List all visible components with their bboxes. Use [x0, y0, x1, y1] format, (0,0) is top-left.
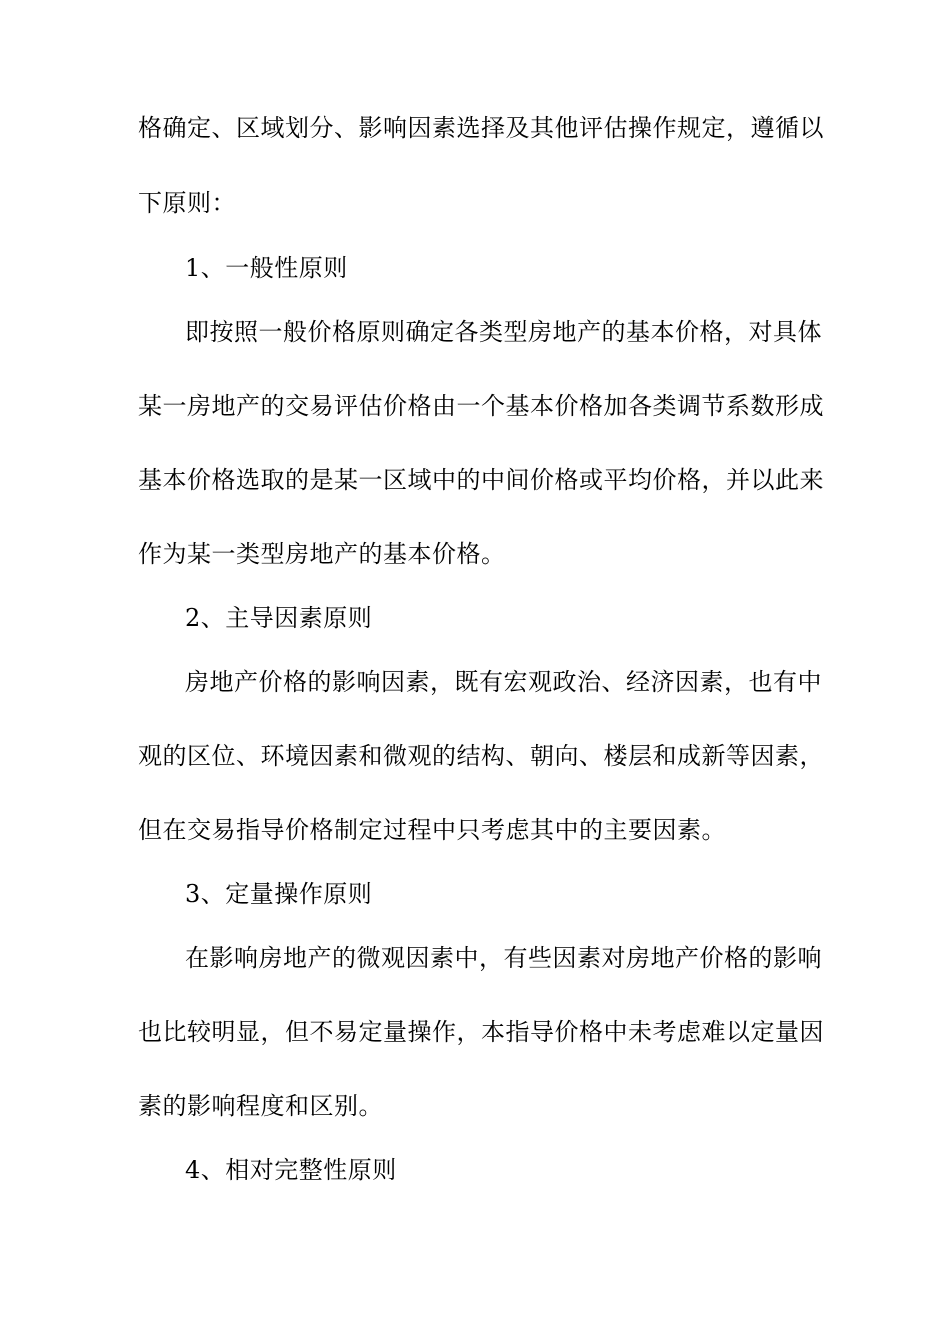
- paragraph-line: 但在交易指导价格制定过程中只考虑其中的主要因素。: [138, 816, 726, 844]
- paragraph-line: 作为某一类型房地产的基本价格。: [138, 540, 506, 568]
- paragraph-line: 基本价格选取的是某一区域中的中间价格或平均价格，并以此来: [138, 466, 824, 494]
- paragraph-line: 也比较明显，但不易定量操作，本指导价格中未考虑难以定量因: [138, 1018, 824, 1046]
- section-heading-2: 2、主导因素原则: [185, 604, 373, 632]
- paragraph-line: 即按照一般价格原则确定各类型房地产的基本价格，对具体: [185, 318, 822, 346]
- paragraph-line: 某一房地产的交易评估价格由一个基本价格加各类调节系数形成: [138, 392, 824, 420]
- paragraph-line: 下原则：: [138, 189, 236, 217]
- paragraph-line: 格确定、区域划分、影响因素选择及其他评估操作规定，遵循以: [138, 114, 824, 142]
- section-heading-3: 3、定量操作原则: [185, 880, 373, 908]
- section-heading-4: 4、相对完整性原则: [185, 1156, 397, 1184]
- paragraph-line: 素的影响程度和区别。: [138, 1092, 383, 1120]
- paragraph-line: 在影响房地产的微观因素中，有些因素对房地产价格的影响: [185, 944, 822, 972]
- section-heading-1: 1、一般性原则: [185, 254, 348, 282]
- paragraph-line: 房地产价格的影响因素，既有宏观政治、经济因素，也有中: [185, 668, 822, 696]
- paragraph-line: 观的区位、环境因素和微观的结构、朝向、楼层和成新等因素，: [138, 742, 824, 770]
